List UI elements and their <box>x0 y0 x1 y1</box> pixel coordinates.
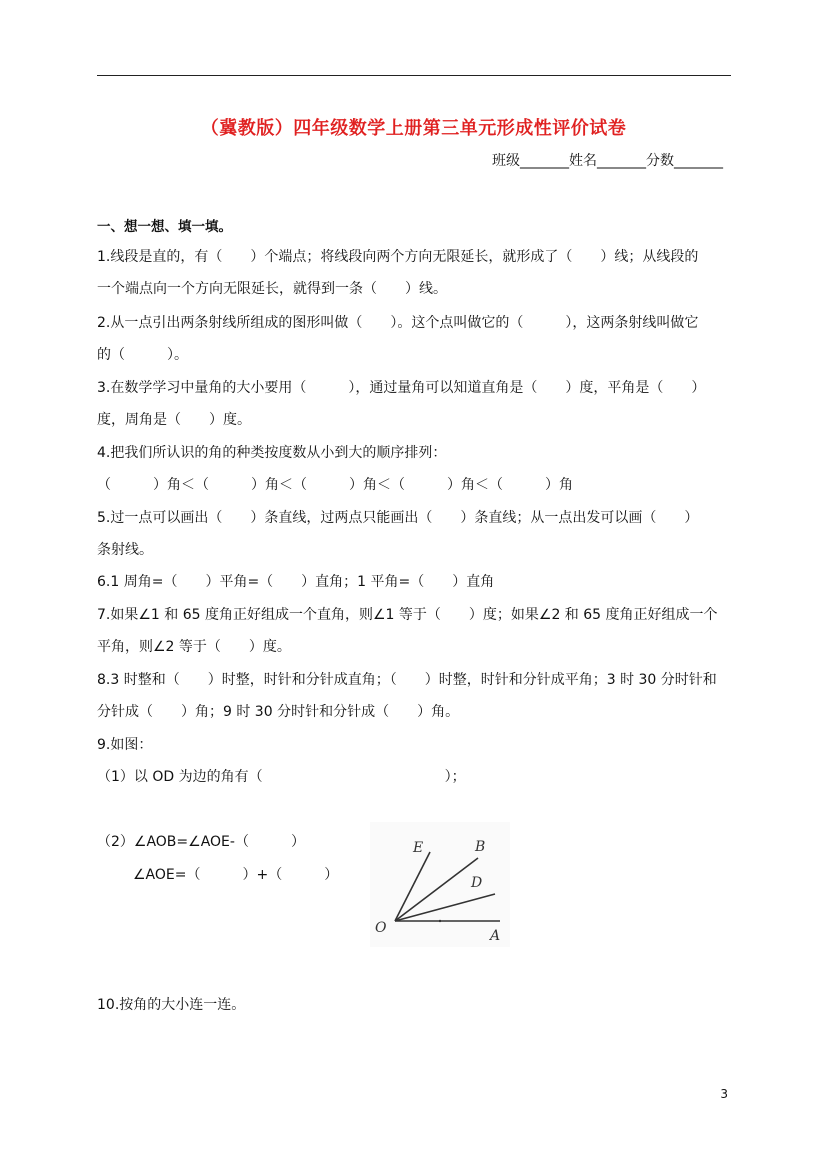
student-info-line: 班级_______姓名_______分数_______ <box>492 153 723 169</box>
question-1-line-2: 一个端点向一个方向无限延长，就得到一条（ ）线。 <box>97 281 447 297</box>
question-9-part-1: （1）以 OD 为边的角有（ ）； <box>97 769 466 785</box>
question-6: 6.1 周角=（ ）平角=（ ）直角；1 平角=（ ）直角 <box>97 574 495 590</box>
question-10: 10.按角的大小连一连。 <box>97 997 246 1013</box>
question-8-line-2: 分针成（ ）角；9 时 30 分时针和分针成（ ）角。 <box>97 704 460 720</box>
header-rule <box>97 75 731 76</box>
question-4-line-1: 4.把我们所认识的角的种类按度数从小到大的顺序排列： <box>97 445 447 461</box>
page-title: （冀教版）四年级数学上册第三单元形成性评价试卷 <box>200 118 627 139</box>
label-o: O <box>375 920 387 936</box>
page-number: 3 <box>720 1087 728 1101</box>
point-mark <box>439 920 441 922</box>
angle-figure <box>370 822 510 947</box>
question-5-line-1: 5.过一点可以画出（ ）条直线，过两点只能画出（ ）条直线；从一点出发可以画（ ） <box>97 510 699 526</box>
question-3-line-1: 3.在数学学习中量角的大小要用（ ），通过量角可以知道直角是（ ）度，平角是（ ） <box>97 380 706 396</box>
question-7-line-2: 平角，则∠2 等于（ ）度。 <box>97 639 291 655</box>
question-2-line-1: 2.从一点引出两条射线所组成的图形叫做（ ）。这个点叫做它的（ ），这两条射线叫做它 <box>97 315 699 331</box>
label-e: E <box>413 840 424 856</box>
label-d: D <box>471 875 483 891</box>
question-8-line-1: 8.3 时整和（ ）时整，时针和分针成直角；（ ）时整，时针和分针成平角；3 时 30 分时针和 <box>97 672 717 688</box>
label-a: A <box>490 928 501 944</box>
section-heading: 一、想一想、填一填。 <box>97 219 232 235</box>
question-1-line-1: 1.线段是直的，有（ ）个端点；将线段向两个方向无限延长，就形成了（ ）线；从线段的 <box>97 249 699 265</box>
question-7-line-1: 7.如果∠1 和 65 度角正好组成一个直角，则∠1 等于（ ）度；如果∠2 和 65 度角正好组成一个 <box>97 607 718 623</box>
label-b: B <box>475 839 486 855</box>
question-5-line-2: 条射线。 <box>97 542 153 558</box>
question-9-heading: 9.如图： <box>97 737 153 753</box>
question-4-line-2: （ ）角＜（ ）角＜（ ）角＜（ ）角＜（ ）角 <box>97 477 573 493</box>
question-3-line-2: 度，周角是（ ）度。 <box>97 412 251 428</box>
question-2-line-2: 的（ ）。 <box>97 347 188 363</box>
question-9-part-2-line-2: ∠AOE=（ ）+（ ） <box>133 867 339 883</box>
question-9-part-2-line-1: （2）∠AOB=∠AOE-（ ） <box>97 834 305 850</box>
